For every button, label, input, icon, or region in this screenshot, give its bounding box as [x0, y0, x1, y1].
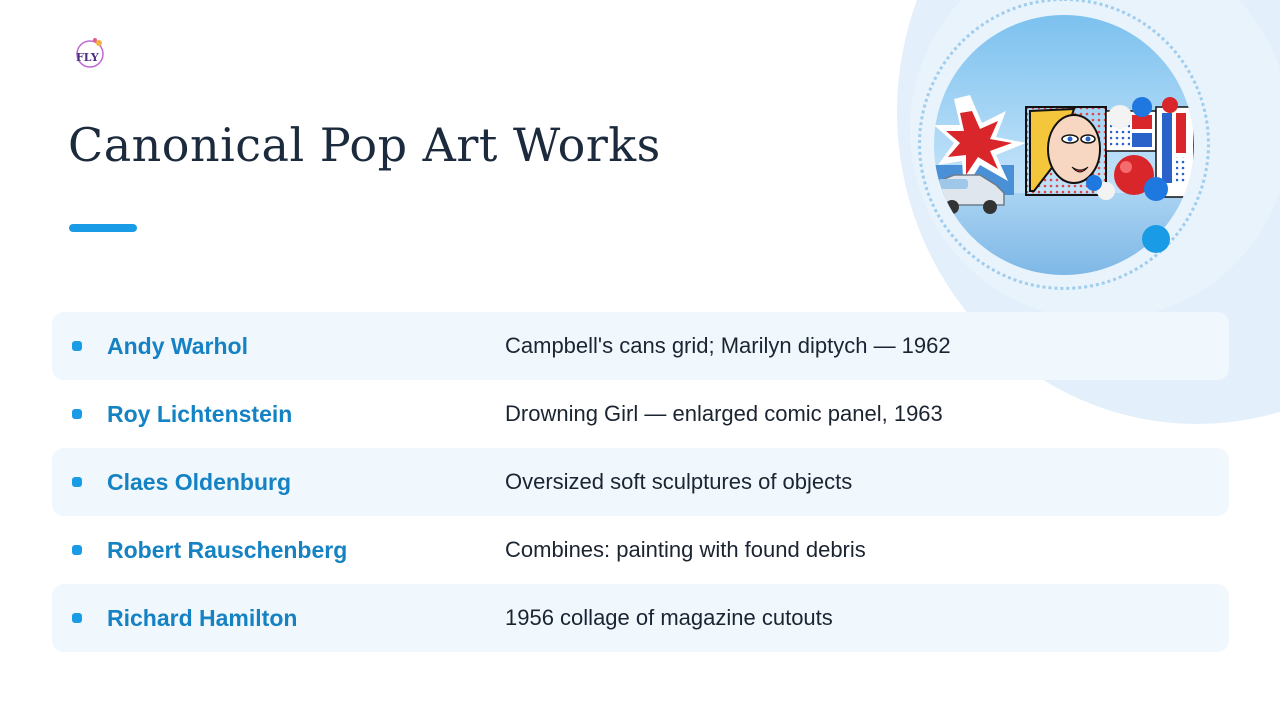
bullet-icon	[72, 613, 82, 623]
bullet-icon	[72, 545, 82, 555]
works-list	[52, 312, 1229, 652]
work-description: 1956 collage of magazine cutouts	[505, 605, 833, 630]
artist-name: Robert Rauschenberg	[107, 537, 348, 563]
list-item	[52, 584, 1229, 652]
work-description: Combines: painting with found debris	[505, 537, 866, 562]
work-description: Drowning Girl — enlarged comic panel, 1963	[505, 401, 943, 426]
bullet-icon	[72, 477, 82, 487]
bullet-icon	[72, 409, 82, 419]
artist-name: Andy Warhol	[107, 333, 248, 359]
list-item	[52, 448, 1229, 516]
fly-logo	[72, 36, 108, 72]
bullet-icon	[72, 341, 82, 351]
logo-text: FLY	[76, 51, 99, 64]
work-description: Oversized soft sculptures of objects	[505, 469, 853, 494]
logo-icon	[72, 36, 108, 72]
list-item	[52, 312, 1229, 380]
work-description: Campbell's cans grid; Marilyn diptych — 1962	[505, 333, 951, 358]
artist-name: Roy Lichtenstein	[107, 401, 293, 427]
artist-name: Richard Hamilton	[107, 605, 298, 631]
accent-dot-decoration	[1142, 225, 1170, 253]
list-item	[52, 380, 1229, 448]
list-item	[52, 516, 1229, 584]
title-underline	[69, 224, 137, 232]
page-title: Canonical Pop Art Works	[68, 118, 661, 172]
artist-name: Claes Oldenburg	[107, 469, 292, 495]
